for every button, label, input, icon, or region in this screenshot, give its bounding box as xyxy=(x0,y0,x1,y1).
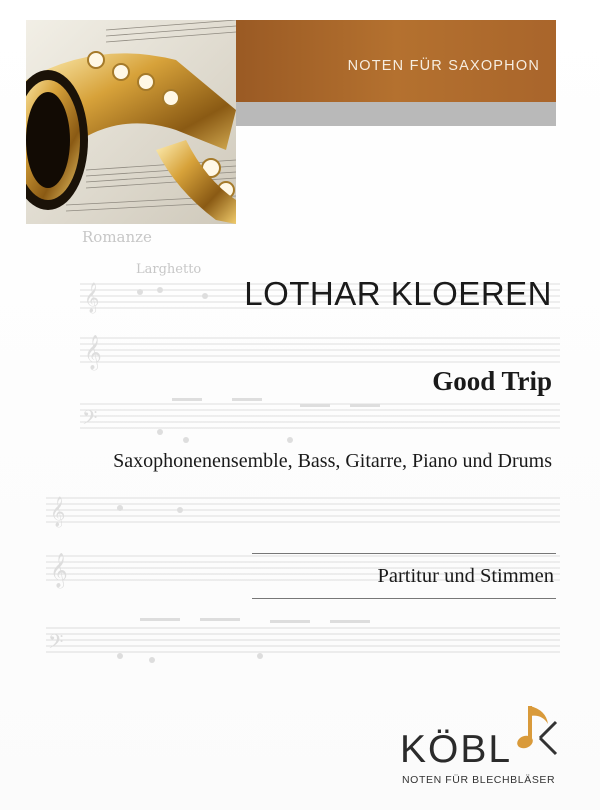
banner-gray-strip xyxy=(236,102,556,126)
svg-text:𝄞: 𝄞 xyxy=(50,497,66,527)
edition-type: Partitur und Stimmen xyxy=(377,565,554,587)
bottom-rule xyxy=(252,598,556,599)
saxophone-photo xyxy=(26,20,236,224)
svg-text:𝄞: 𝄞 xyxy=(84,335,102,370)
top-rule xyxy=(252,553,556,554)
piece-title: Good Trip xyxy=(432,366,552,396)
music-note-icon xyxy=(516,700,562,760)
publisher-tagline: NOTEN FÜR BLECHBLÄSER xyxy=(402,774,556,786)
svg-text:𝄞: 𝄞 xyxy=(50,553,68,588)
category-label: NOTEN FÜR SAXOPHON xyxy=(347,58,540,74)
svg-text:𝄢: 𝄢 xyxy=(82,406,98,434)
publisher-logo xyxy=(400,700,570,790)
publisher-name: KÖBL xyxy=(400,728,513,771)
watermark-tempo: Larghetto xyxy=(136,262,202,277)
svg-text:𝄢: 𝄢 xyxy=(48,630,64,658)
svg-text:𝄞: 𝄞 xyxy=(84,283,100,313)
composer-name: LOTHAR KLOEREN xyxy=(244,275,552,312)
instrumentation: Saxophonenensemble, Bass, Gitarre, Piano und Drums xyxy=(113,450,552,472)
watermark-heading: Romanze xyxy=(82,228,152,246)
category-banner xyxy=(236,20,556,102)
